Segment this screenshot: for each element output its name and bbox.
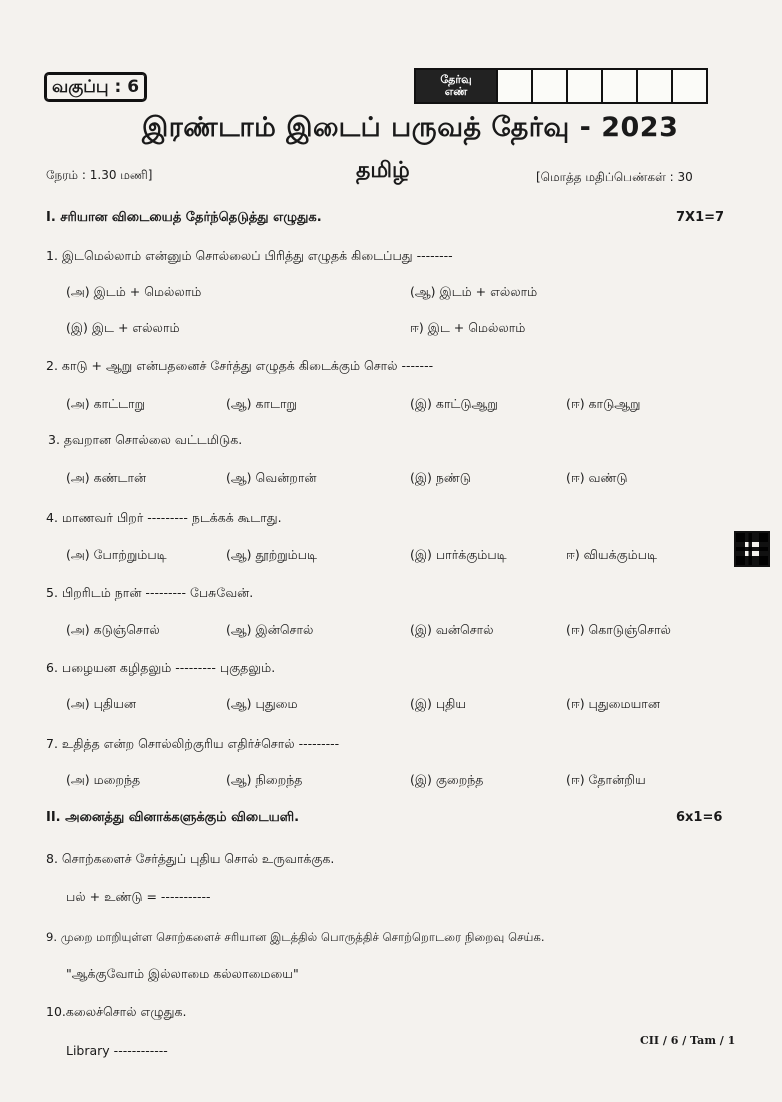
question-7: 7. உதித்த என்ற சொல்லிற்குரிய எதிர்ச்சொல் --------- <box>46 736 340 751</box>
question-8: 8. சொற்களைச் சேர்த்துப் புதிய சொல் உருவாக்குக. <box>46 851 335 866</box>
q2-option-d[interactable]: (ஈ) காடுஆறு <box>566 396 641 411</box>
q7-option-a[interactable]: (அ) மறைந்த <box>66 772 141 787</box>
q4-option-c[interactable]: (இ) பார்க்கும்படி <box>410 547 507 562</box>
exam-number-box <box>414 68 708 104</box>
q7-option-c[interactable]: (இ) குறைந்த <box>410 772 484 787</box>
q1-option-d[interactable]: ஈ) இட + மெல்லாம் <box>410 320 526 335</box>
q4-option-b[interactable]: (ஆ) தூற்றும்படி <box>226 547 317 562</box>
question-8-answer-line[interactable]: பல் + உண்டு = ----------- <box>66 889 211 904</box>
q6-option-b[interactable]: (ஆ) புதுமை <box>226 696 298 711</box>
question-10-answer-line[interactable]: Library ------------ <box>66 1043 168 1058</box>
q6-option-c[interactable]: (இ) புதிய <box>410 696 467 711</box>
q2-option-b[interactable]: (ஆ) காடாறு <box>226 396 297 411</box>
q7-option-d[interactable]: (ஈ) தோன்றிய <box>566 772 646 787</box>
question-5: 5. பிறரிடம் நான் --------- பேசுவேன். <box>46 585 254 600</box>
q5-option-d[interactable]: (ஈ) கொடுஞ்சொல் <box>566 622 671 637</box>
total-marks: [மொத்த மதிப்பெண்கள் : 30 <box>536 170 693 184</box>
q3-option-d[interactable]: (ஈ) வண்டு <box>566 470 628 485</box>
q5-option-b[interactable]: (ஆ) இன்சொல் <box>226 622 314 637</box>
paper-code: CII / 6 / Tam / 1 <box>640 1034 736 1047</box>
q7-option-b[interactable]: (ஆ) நிறைந்த <box>226 772 303 787</box>
question-4: 4. மாணவர் பிறர் --------- நடக்கக் கூடாது. <box>46 510 282 525</box>
q3-option-c[interactable]: (இ) நண்டு <box>410 470 471 485</box>
exam-number-label-line2: எண் <box>444 85 468 98</box>
q5-option-a[interactable]: (அ) கடுஞ்சொல் <box>66 622 160 637</box>
question-6: 6. பழையன கழிதலும் --------- புகுதலும். <box>46 660 276 675</box>
q1-option-b[interactable]: (ஆ) இடம் + எல்லாம் <box>410 284 538 299</box>
exam-number-cell[interactable] <box>636 70 671 102</box>
q1-option-a[interactable]: (அ) இடம் + மெல்லாம் <box>66 284 202 299</box>
subject-title: தமிழ் <box>356 158 410 183</box>
q2-option-a[interactable]: (அ) காட்டாறு <box>66 396 146 411</box>
exam-title: இரண்டாம் இடைப் பருவத் தேர்வு - 2023 <box>142 112 679 143</box>
exam-number-cell[interactable] <box>566 70 601 102</box>
q6-option-d[interactable]: (ஈ) புதுமையான <box>566 696 660 711</box>
section-1-marks: 7X1=7 <box>676 210 725 225</box>
exam-number-cell[interactable] <box>496 70 531 102</box>
exam-number-label <box>416 70 496 102</box>
section-2-heading: II. அனைத்து வினாக்களுக்கும் விடையளி. <box>46 810 300 825</box>
q4-option-d[interactable]: ஈ) வியக்கும்படி <box>566 547 657 562</box>
section-2-marks: 6x1=6 <box>676 810 723 825</box>
exam-number-label-line1: தேர்வு <box>440 73 472 86</box>
class-label: வகுப்பு : 6 <box>44 72 147 102</box>
q5-option-c[interactable]: (இ) வன்சொல் <box>410 622 494 637</box>
exam-number-cell[interactable] <box>601 70 636 102</box>
question-2: 2. காடு + ஆறு என்பதனைச் சேர்த்து எழுதக் கிடைக்கும் சொல் ------- <box>46 358 434 373</box>
question-10: 10.கலைச்சொல் எழுதுக. <box>46 1004 187 1019</box>
section-1-heading: I. சரியான விடையைத் தேர்ந்தெடுத்து எழுதுக. <box>46 210 322 225</box>
question-3: 3. தவறான சொல்லை வட்டமிடுக. <box>48 432 243 447</box>
exam-number-cell[interactable] <box>671 70 706 102</box>
question-1: 1. இடமெல்லாம் என்னும் சொல்லைப் பிரித்து எழுதக் கிடைப்பது -------- <box>46 248 453 263</box>
question-9-phrase: "ஆக்குவோம் இல்லாமை கல்லாமையை" <box>66 966 299 981</box>
q1-option-c[interactable]: (இ) இட + எல்லாம் <box>66 320 180 335</box>
q2-option-c[interactable]: (இ) காட்டுஆறு <box>410 396 498 411</box>
q3-option-b[interactable]: (ஆ) வென்றான் <box>226 470 317 485</box>
exam-time: நேரம் : 1.30 மணி] <box>46 168 153 182</box>
q4-option-a[interactable]: (அ) போற்றும்படி <box>66 547 167 562</box>
question-9: 9. முறை மாறியுள்ள சொற்களைச் சரியான இடத்தில் பொருத்திச் சொற்றொடரை நிறைவு செய்க. <box>46 930 545 944</box>
q3-option-a[interactable]: (அ) கண்டான் <box>66 470 147 485</box>
q6-option-a[interactable]: (அ) புதியன <box>66 696 137 711</box>
exam-number-cell[interactable] <box>531 70 566 102</box>
qr-code <box>734 531 770 567</box>
